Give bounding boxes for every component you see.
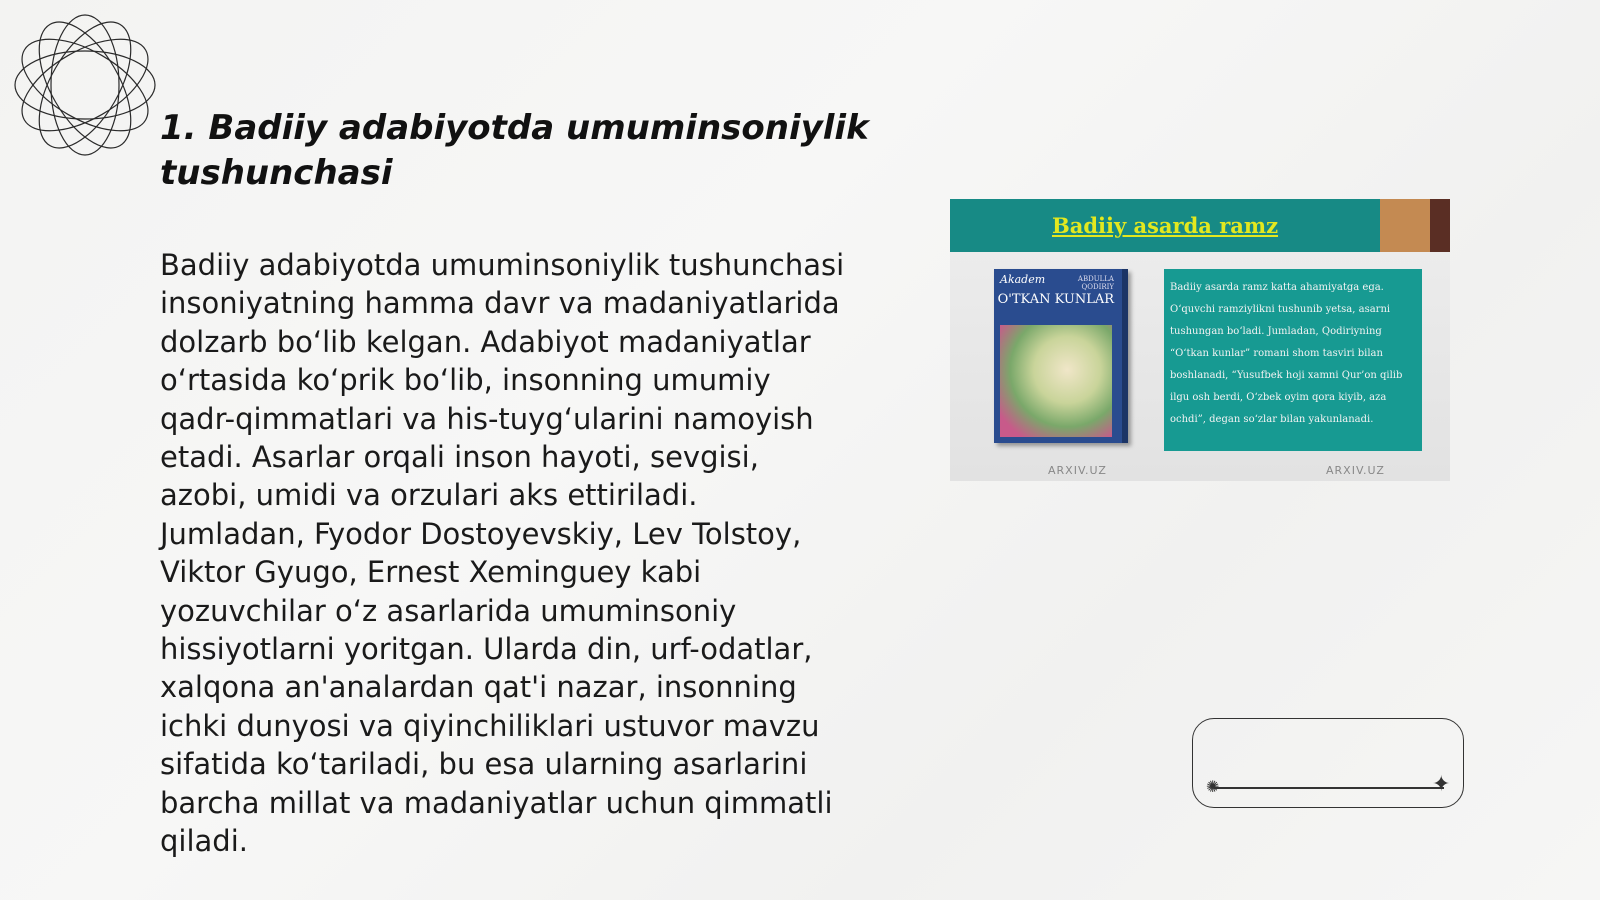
thumbnail-title: Badiiy asarda ramz	[1051, 213, 1279, 238]
book-author: ABDULLA QODIRIY	[1077, 275, 1114, 291]
thumbnail-watermark-right: ARXIV.UZ	[1326, 464, 1385, 477]
sparkle-cross-icon: ✦	[1432, 772, 1451, 797]
thumbnail-header-accent	[1380, 199, 1430, 252]
decorative-rounded-frame	[1192, 718, 1464, 808]
slide-title: 1. Badiiy adabiyotda umuminsoniylik tushunchasi	[160, 108, 869, 193]
book-cover-image	[994, 269, 1128, 443]
decorative-line	[1214, 787, 1444, 789]
thumbnail-watermark-left: ARXIV.UZ	[1048, 464, 1107, 477]
book-illustration	[1000, 325, 1112, 437]
book-publisher-logo: Akadem	[1000, 273, 1046, 286]
thumbnail-header-accent-dark	[1430, 199, 1450, 252]
thumbnail-header	[950, 199, 1380, 252]
sparkle-star-icon: ✺	[1206, 777, 1220, 796]
slide-thumbnail-image	[950, 199, 1450, 481]
slide-body-text: Badiiy adabiyotda umuminsoniylik tushunchasi insoniyatning hamma davr va madaniyatlarida dolzarb bo‘lib kelgan. Adabiyot madaniyatlar o‘rtasida ko‘prik bo‘lib, insonning umumiy qadr-qimmatlari va his-tuyg‘ularini namoyish etadi. Asarlar orqali inson hayoti, sevgisi, azobi, umidi va orzulari aks ettiriladi. Jumladan, Fyodor Dostoyevskiy, Lev Tolstoy, Viktor Gyugo, Ernest Xeminguey kabi yozuvchilar o‘z asarlarida umuminsoniy hissiyotlarni yoritgan. Ularda din, urf-odatlar, xalqona an'analardan qat'i nazar, insonning ichki dunyosi va qiyinchiliklari ustuvor mavzu sifatida ko‘tariladi, bu esa ularning asarlarini barcha millat va madaniyatlar uchun qimmatli qiladi.	[160, 248, 845, 859]
book-title: O'TKAN KUNLAR	[997, 292, 1114, 307]
thumbnail-text-box: Badiiy asarda ramz katta ahamiyatga ega. O‘quvchi ramziylikni tushunib yetsa, asarni tushungan bo‘ladi. Jumladan, Qodiriyning “O‘tkan kunlar” romani shom tasviri bilan boshlanadi, “Yusufbek hoji xamni Qur’on qilib ilgu osh berdi, O‘zbek oyim qora kiyib, aza ochdi”, degan so‘zlar bilan yakunlanadi.	[1164, 269, 1422, 451]
circular-ornament-icon	[10, 10, 160, 160]
